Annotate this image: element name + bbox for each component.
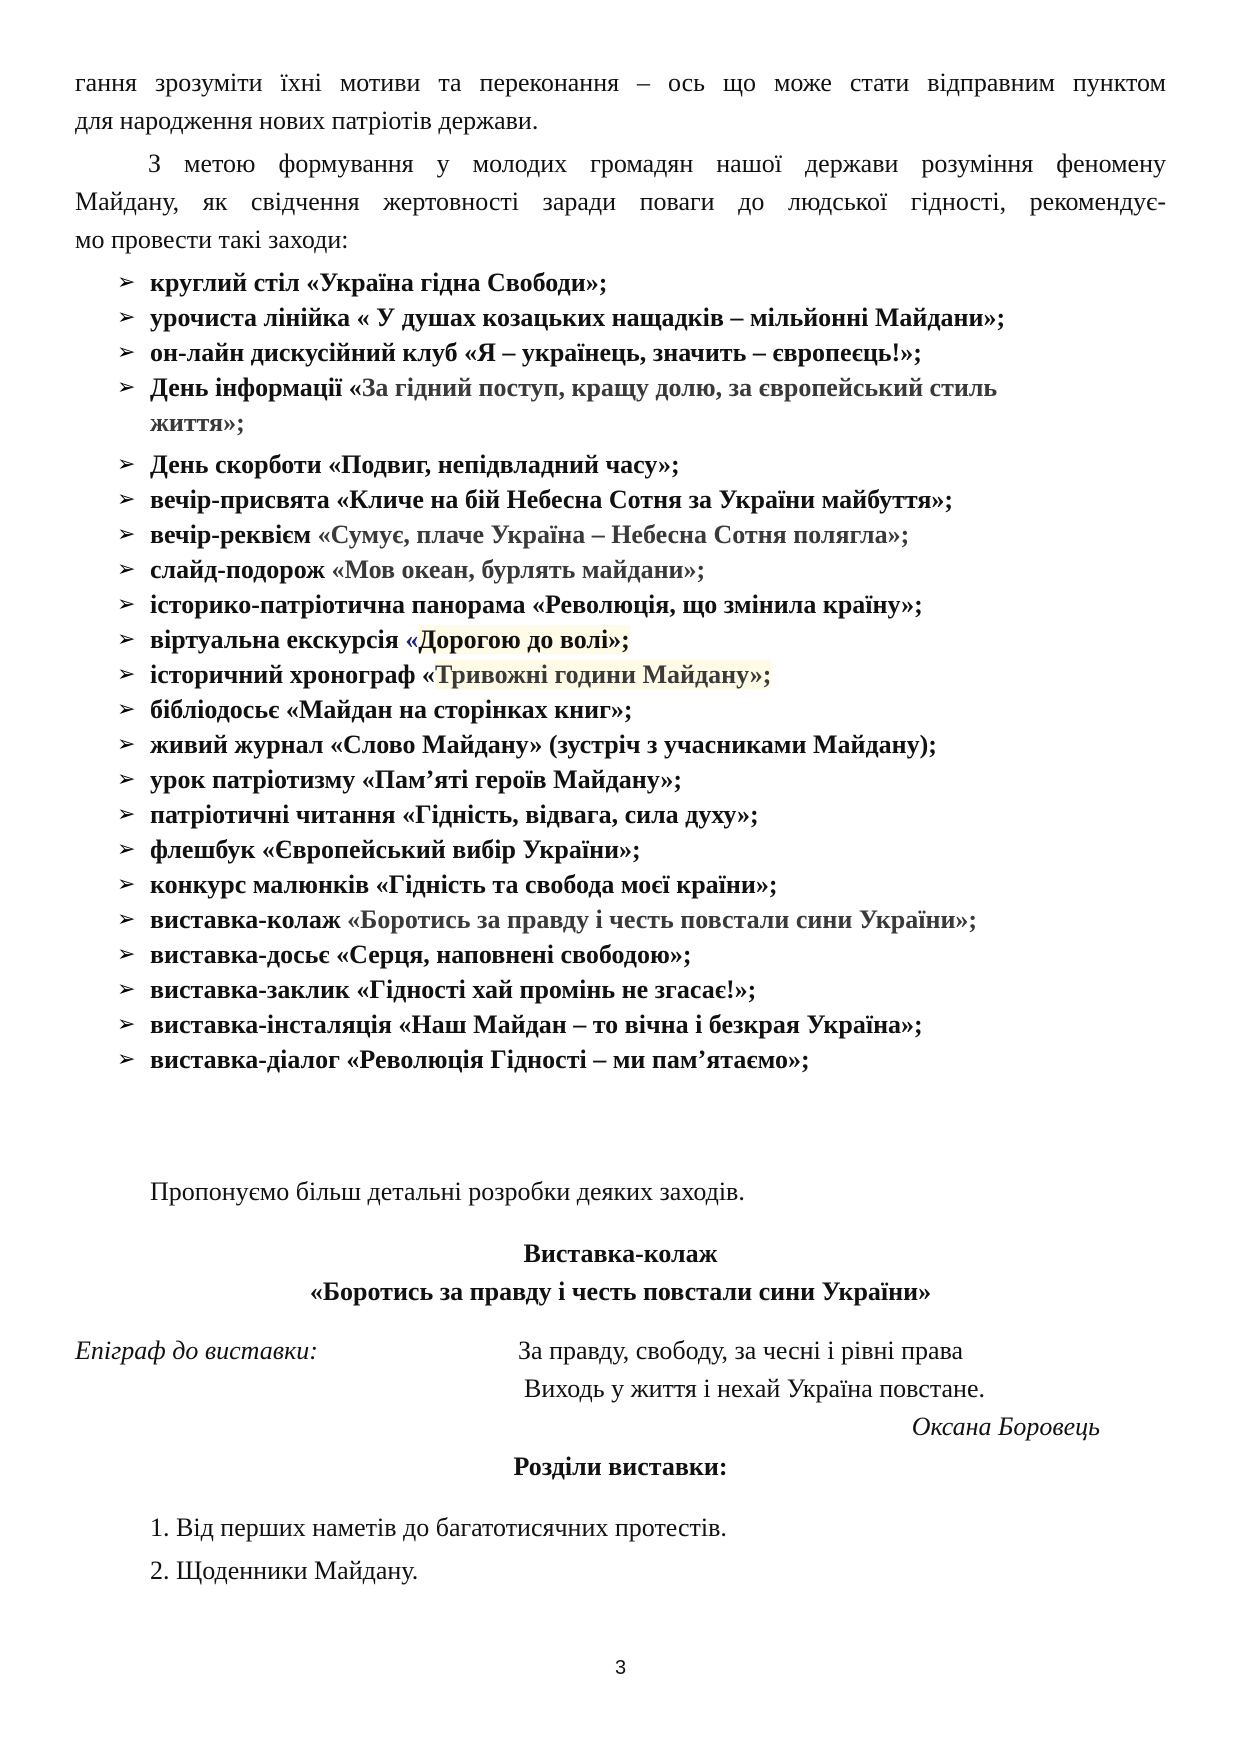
exhibition-title: Виставка-колаж: [523, 1239, 718, 1268]
paragraph-line: Майдану, як свідчення жертовності заради поваги до людської гідності, рекомендує-: [75, 187, 1166, 216]
list-item-text: круглий стіл «Україна гідна Свободи»;: [150, 268, 608, 297]
list-item: [0, 971, 1241, 1009]
arrowhead-bullet-icon: ➢: [117, 487, 136, 512]
list-item: [0, 621, 1241, 659]
arrowhead-bullet-icon: ➢: [117, 767, 136, 792]
list-item-text: виставка-досьє «Серця, наповнені свободою»;: [150, 940, 692, 969]
list-item-text: слайд-подорож «Мов океан, бурлять майдани»;: [150, 555, 706, 584]
arrowhead-bullet-icon: ➢: [117, 340, 136, 365]
section-item: 1. Від перших наметів до багатотисячних протестів.: [150, 1513, 727, 1542]
epigraph-line: Виходь у життя і нехай Україна повстане.: [524, 1374, 985, 1403]
arrowhead-bullet-icon: ➢: [117, 837, 136, 862]
arrowhead-bullet-icon: ➢: [117, 452, 136, 477]
list-item-text: історичний хронограф «Тривожні години Майдану»;: [150, 660, 772, 689]
paragraph-line: гання зрозуміти їхні мотиви та переконання – ось що може стати відправним пунктом: [75, 68, 1166, 97]
arrowhead-bullet-icon: ➢: [117, 1047, 136, 1072]
arrowhead-bullet-icon: ➢: [117, 270, 136, 295]
list-item: [0, 726, 1241, 764]
list-item-text: урочиста лінійка « У душах козацьких нащадків – мільйонні Майдани»;: [150, 303, 1006, 332]
list-item-text: конкурс малюнків «Гідність та свобода моєї країни»;: [150, 870, 778, 899]
offer-paragraph: Пропонуємо більш детальні розробки деяких заходів.: [150, 1177, 745, 1206]
list-item: [0, 446, 1241, 484]
section-item: 2. Щоденники Майдану.: [150, 1556, 419, 1585]
list-item: [0, 334, 1241, 372]
arrowhead-bullet-icon: ➢: [117, 592, 136, 617]
list-item-text: вечір-присвята «Кличе на бій Небесна Сотня за України майбуття»;: [150, 485, 954, 514]
list-item-text: урок патріотизму «Пам’яті героїв Майдану»;: [150, 765, 683, 794]
list-item: [0, 796, 1241, 834]
arrowhead-bullet-icon: ➢: [117, 732, 136, 757]
paragraph-line: З метою формування у молодих громадян нашої держави розуміння феномену: [148, 149, 1166, 178]
list-item-text: бібліодосьє «Майдан на сторінках книг»;: [150, 695, 633, 724]
arrowhead-bullet-icon: ➢: [117, 697, 136, 722]
arrowhead-bullet-icon: ➢: [117, 557, 136, 582]
sections-list: [150, 1506, 727, 1592]
list-item: [0, 866, 1241, 904]
list-item: [0, 1006, 1241, 1044]
list-item-text: День скорботи «Подвиг, непідвладний часу»;: [150, 450, 680, 479]
list-item: [0, 831, 1241, 869]
list-item-text: патріотичні читання «Гідність, відвага, сила духу»;: [150, 800, 759, 829]
list-item-text: День інформації «За гідний поступ, кращу долю, за європейський стиль: [150, 373, 998, 402]
arrowhead-bullet-icon: ➢: [117, 662, 136, 687]
sections-title: Розділи виставки:: [513, 1452, 728, 1481]
arrowhead-bullet-icon: ➢: [117, 907, 136, 932]
arrowhead-bullet-icon: ➢: [117, 305, 136, 330]
list-item: [0, 551, 1241, 589]
epigraph-label: Епіграф до виставки:: [75, 1336, 318, 1365]
page-number: 3: [614, 1657, 627, 1679]
list-item: [0, 481, 1241, 519]
list-item-continuation: [0, 404, 1241, 442]
list-item: [0, 936, 1241, 974]
arrowhead-bullet-icon: ➢: [117, 627, 136, 652]
list-item: [0, 586, 1241, 624]
paragraph-line: для народження нових патріотів держави.: [75, 106, 539, 135]
arrowhead-bullet-icon: ➢: [117, 375, 136, 400]
list-item-text: виставка-заклик «Гідності хай промінь не згасає!»;: [150, 975, 757, 1004]
list-item-text: он-лайн дискусійний клуб «Я – українець, значить – європеєць!»;: [150, 338, 922, 367]
arrowhead-bullet-icon: ➢: [117, 977, 136, 1002]
list-item: [0, 656, 1241, 694]
list-item-text: виставка-колаж «Боротись за правду і честь повстали сини України»;: [150, 905, 978, 934]
arrowhead-bullet-icon: ➢: [117, 522, 136, 547]
list-item-text: вечір-реквієм «Сумує, плаче Україна – Небесна Сотня полягла»;: [150, 520, 910, 549]
list-item-text: живий журнал «Слово Майдану» (зустріч з учасниками Майдану);: [150, 730, 937, 759]
list-item-text: флешбук «Європейський вибір України»;: [150, 835, 641, 864]
arrowhead-bullet-icon: ➢: [117, 942, 136, 967]
list-item: [0, 299, 1241, 337]
list-item: [0, 264, 1241, 302]
arrowhead-bullet-icon: ➢: [117, 802, 136, 827]
epigraph-line: За правду, свободу, за чесні і рівні права: [518, 1336, 964, 1365]
list-item-text: виставка-діалог «Революція Гідності – ми пам’ятаємо»;: [150, 1045, 810, 1074]
list-item-text: виставка-інсталяція «Наш Майдан – то вічна і безкрая Україна»;: [150, 1010, 923, 1039]
epigraph-author: Оксана Боровець: [911, 1412, 1100, 1441]
list-item: [0, 1041, 1241, 1079]
list-item-text: життя»;: [150, 408, 245, 437]
list-item: [0, 691, 1241, 729]
arrowhead-bullet-icon: ➢: [117, 872, 136, 897]
list-item-text: історико-патріотична панорама «Революція, що змінила країну»;: [150, 590, 923, 619]
list-item-text: віртуальна екскурсія «Дорогою до волі»;: [150, 625, 630, 654]
list-item: [0, 761, 1241, 799]
exhibition-subtitle: «Боротись за правду і честь повстали сини України»: [309, 1277, 932, 1306]
list-item: [0, 901, 1241, 939]
arrowhead-bullet-icon: ➢: [117, 1012, 136, 1037]
list-item: [0, 369, 1241, 407]
paragraph-line: мо провести такі заходи:: [75, 225, 349, 254]
list-item: [0, 516, 1241, 554]
